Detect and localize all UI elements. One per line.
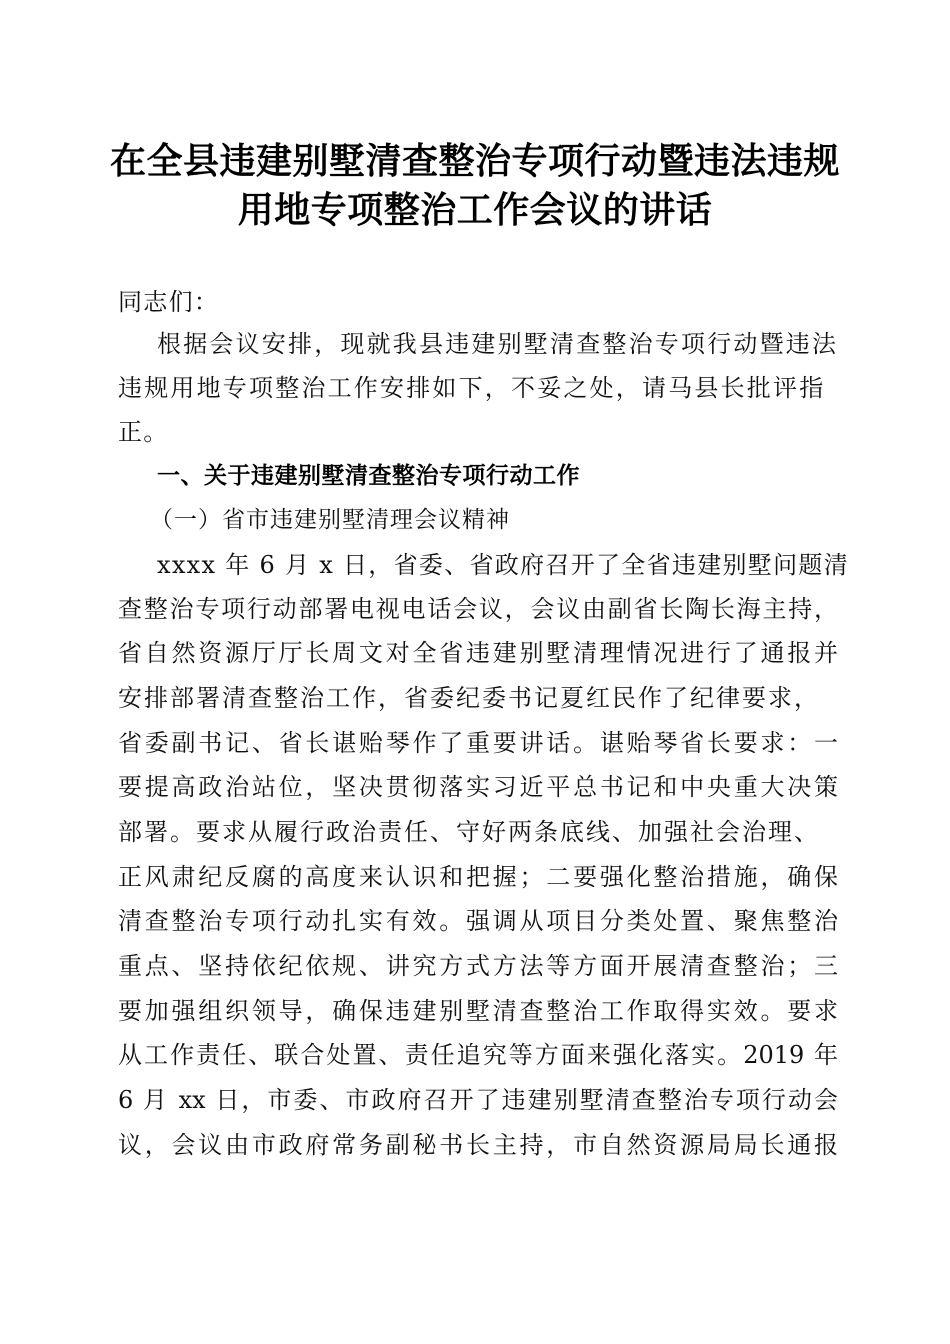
body-line-5: 省委副书记、省长谌贻琴作了重要讲话。谌贻琴省长要求：一 bbox=[118, 729, 838, 757]
document-title-line-1: 在全县违建别墅清查整治专项行动暨违法违规 bbox=[109, 140, 840, 182]
intro-line-2: 违规用地专项整治工作安排如下，不妥之处，请马县长批评指 bbox=[118, 374, 826, 402]
section-heading-1: 一、关于违建别墅清查整治专项行动工作 bbox=[157, 463, 580, 489]
body-line-14: 议，会议由市政府常务副秘书长主持，市自然资源局局长通报 bbox=[118, 1131, 838, 1159]
subsection-heading-1: （一）省市违建别墅清理会议精神 bbox=[150, 507, 510, 533]
body-line-4: 安排部署清查整治工作，省委纪委书记夏红民作了纪律要求， bbox=[118, 684, 818, 712]
body-line-8: 正风肃纪反腐的高度来认识和把握；二要强化整治措施，确保 bbox=[118, 863, 838, 891]
body-line-12: 从工作责任、联合处置、责任追究等方面来强化落实。2019 年 bbox=[118, 1041, 838, 1069]
intro-line-3: 正。 bbox=[118, 418, 169, 446]
salutation: 同志们： bbox=[118, 288, 220, 316]
body-line-6: 要提高政治站位，坚决贯彻落实习近平总书记和中央重大决策 bbox=[118, 773, 838, 801]
body-line-7: 部署。要求从履行政治责任、守好两条底线、加强社会治理、 bbox=[118, 818, 818, 846]
body-line-11: 要加强组织领导，确保违建别墅清查整治工作取得实效。要求 bbox=[118, 997, 838, 1025]
body-line-3: 省自然资源厅厅长周文对全省违建别墅清理情况进行了通报并 bbox=[118, 639, 838, 667]
body-line-2: 查整治专项行动部署电视电话会议，会议由副省长陶长海主持， bbox=[118, 595, 838, 623]
body-line-1: xxxx 年 6 月 x 日，省委、省政府召开了全省违建别墅问题清 bbox=[157, 551, 849, 579]
intro-line-1: 根据会议安排，现就我县违建别墅清查整治专项行动暨违法 bbox=[157, 330, 839, 358]
body-line-13: 6 月 xx 日，市委、市政府召开了违建别墅清查整治专项行动会 bbox=[118, 1086, 838, 1114]
document-title-line-2: 用地专项整治工作会议的讲话 bbox=[237, 189, 713, 231]
body-line-10: 重点、坚持依纪依规、讲究方式方法等方面开展清查整治；三 bbox=[118, 952, 838, 980]
body-line-9: 清查整治专项行动扎实有效。强调从项目分类处置、聚焦整治 bbox=[118, 907, 838, 935]
